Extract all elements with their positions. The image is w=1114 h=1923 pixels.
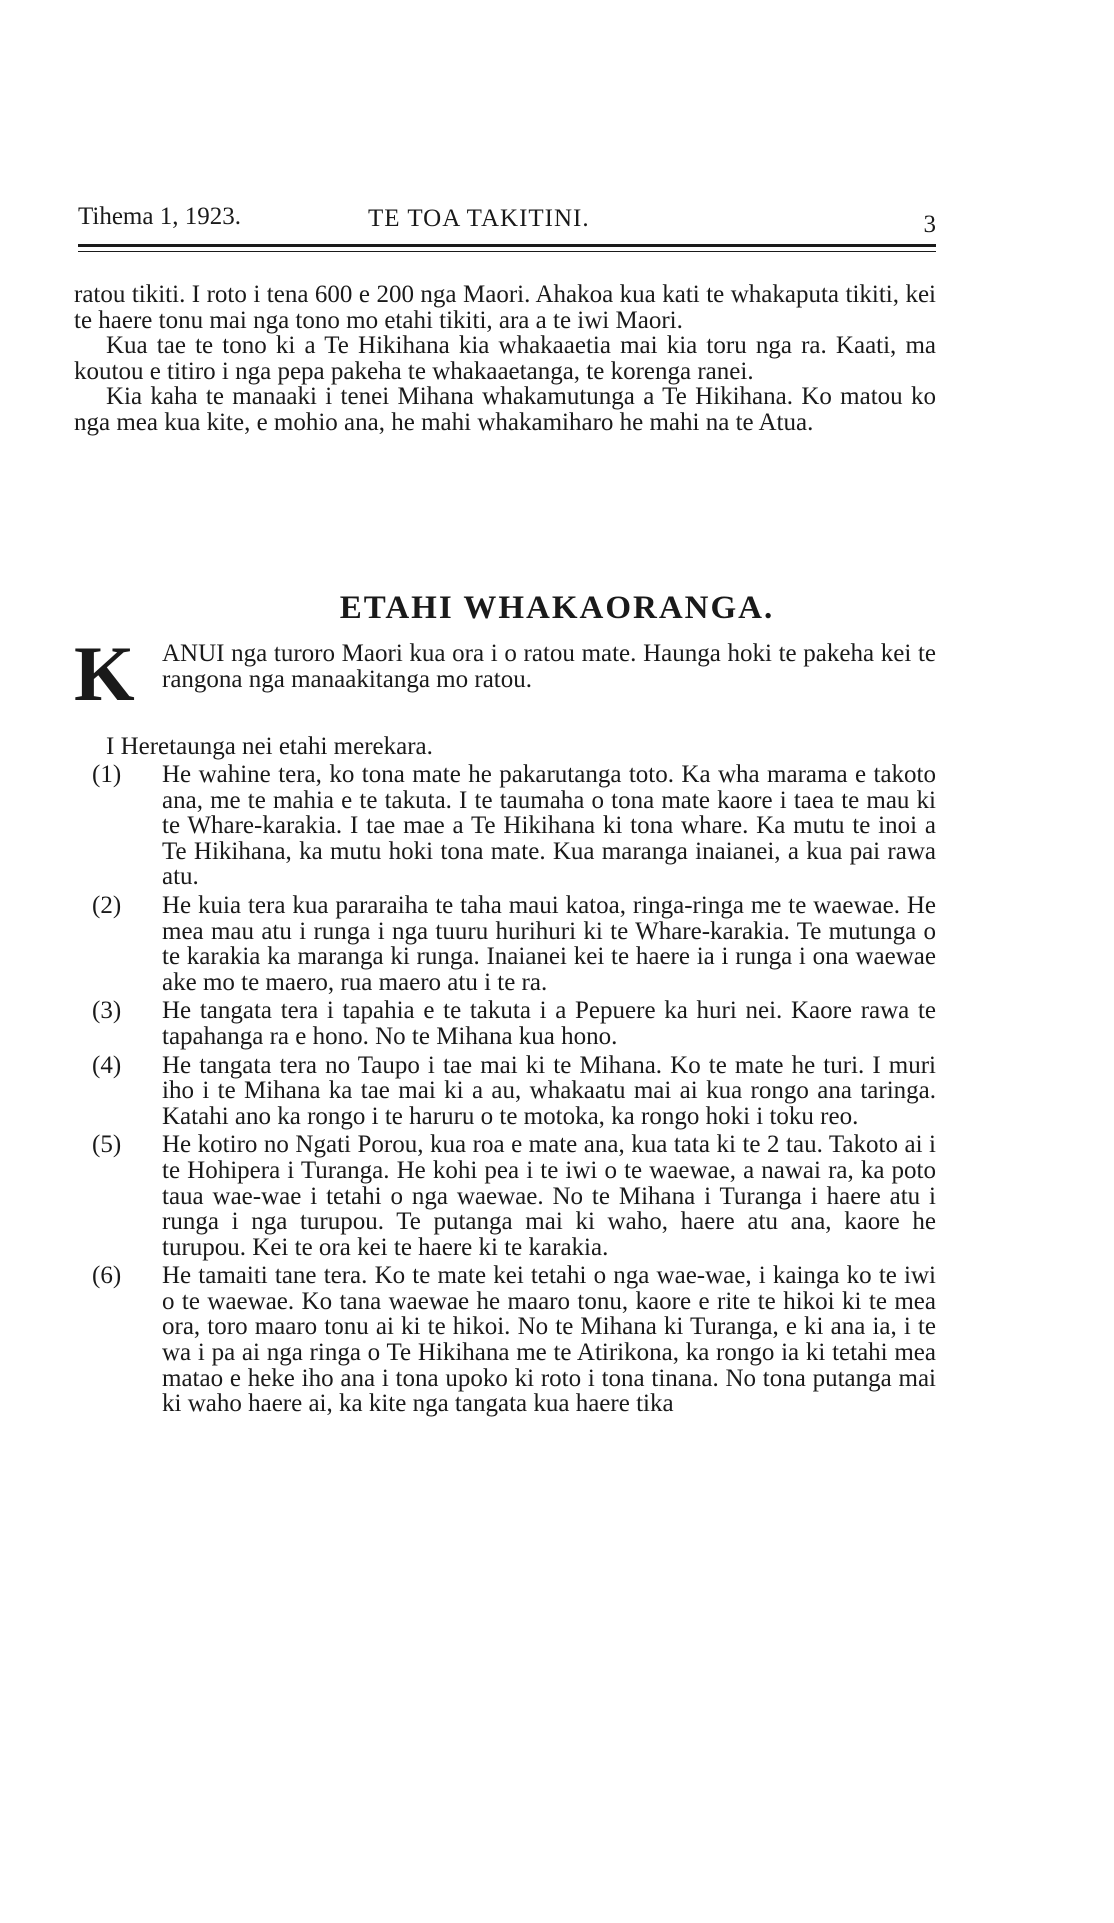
item-text: He tamaiti tane tera. Ko te mate kei tetahi o nga wae-wae, i kainga ko te iwi o te waewae. Ko tana waewae he maaro tonu, kaore e rite te hikoi ki te mea ora, toro maaro tonu ai ki te hikoi. No te Mihana ki Turanga, e ki ana ia, i te wa i pa ai nga ringa o Te Hikihana me te Atirikona, ka rongo ia ki tetahi mea matao e heke iho ana i tona upoko ki roto i tona tinana. No tona putanga mai ki waho haere ai, ka kite nga tangata kua haere tika — [162, 1262, 936, 1418]
item-number: (2) — [92, 891, 122, 919]
article-continuation — [74, 282, 936, 436]
list-item — [74, 893, 936, 995]
item-text: He tangata tera no Taupo i tae mai ki te Mihana. Ko te mate he turi. I muri iho i te Mihana ka tae mai ki a au, whakaatu mai ai kua rongo ana taringa. Katahi ano ka rongo i te haruru o te motoka, ka rongo hoki i toku reo. — [162, 1051, 936, 1130]
item-number: (6) — [92, 1262, 122, 1290]
paragraph: Kua tae te tono ki a Te Hikihana kia whakaaetia mai kia toru nga ra. Kaati, ma koutou e titiro i nga pepa pakeha te whakaaetanga, te korenga ranei. — [74, 332, 936, 385]
list-item — [74, 998, 936, 1049]
header-rule-thin — [78, 251, 936, 252]
drop-cap: K — [74, 630, 135, 717]
intro-line: I Heretaunga nei etahi merekara. — [106, 733, 433, 760]
item-text: He tangata tera i tapahia e te takuta i a Pepuere ka huri nei. Kaore rawa te tapahanga ra e hono. No te Mihana kua hono. — [162, 997, 936, 1050]
item-text: He kuia tera kua pararaiha te taha maui katoa, ringa-ringa me te waewae. He mea mau atu i runga i nga tuuru hurihuri ki te Whare-karakia. Te mutunga o te karakia ka maranga ki runga. Inaianei kei te haere ia i runga i ona waewae ake mo te maero, rua maero atu i te ra. — [162, 891, 936, 996]
header-rule — [78, 244, 936, 247]
issue-date: Tihema 1, 1923. — [78, 203, 241, 230]
list-item — [74, 1263, 936, 1417]
item-number: (3) — [92, 997, 122, 1025]
item-text: He kotiro no Ngati Porou, kua roa e mate ana, kua tata ki te 2 tau. Takoto ai i te Hohipera i Turanga. He kohi pea i te iwi o te waewae, a nawai ra, ka poto taua wae-wae i tetahi o nga waewae. No te Mihana i Turanga i haere atu i runga i nga turupou. Te putanga mai ki waho, haere atu ana, kaore he turupou. Kei te ora kei te haere ki te karakia. — [162, 1131, 936, 1261]
miracle-list — [74, 762, 936, 1420]
item-text: He wahine tera, ko tona mate he pakarutanga toto. Ka wha marama e takoto ana, me te mahia e te takuta. I te taumaha o tona mate kaore i taea te mau ki te Whare-karakia. I tae mae a Te Hikihana ki tona whare. Ka mutu te inoi a Te Hikihana, ka mutu hoki tona mate. Kua maranga inaianei, a kua pai rawa atu. — [162, 761, 936, 891]
paragraph: ratou tikiti. I roto i tena 600 e 200 nga Maori. Ahakoa kua kati te whakaputa tikiti, kei te haere tonu mai nga tono mo etahi tikiti, ara a te iwi Maori. — [74, 281, 936, 334]
page-number: 3 — [923, 211, 936, 238]
lead-text: ANUI nga turoro Maori kua ora i o ratou mate. Haunga hoki te pakeha kei te rangona nga manaakitanga mo ratou. — [162, 640, 936, 693]
publication-title: TE TOA TAKITINI. — [368, 205, 590, 232]
item-number: (5) — [92, 1131, 122, 1159]
page-header — [78, 203, 936, 238]
list-item — [74, 762, 936, 890]
item-number: (4) — [92, 1051, 122, 1079]
item-number: (1) — [92, 761, 122, 788]
lead-paragraph — [74, 630, 936, 717]
paragraph: Kia kaha te manaaki i tenei Mihana whakamutunga a Te Hikihana. Ko matou ko nga mea kua kite, e mohio ana, he mahi whakamiharo he mahi na te Atua. — [74, 383, 936, 436]
list-item — [74, 1053, 936, 1130]
list-item — [74, 1132, 936, 1260]
section-heading: ETAHI WHAKAORANGA. — [339, 590, 775, 626]
